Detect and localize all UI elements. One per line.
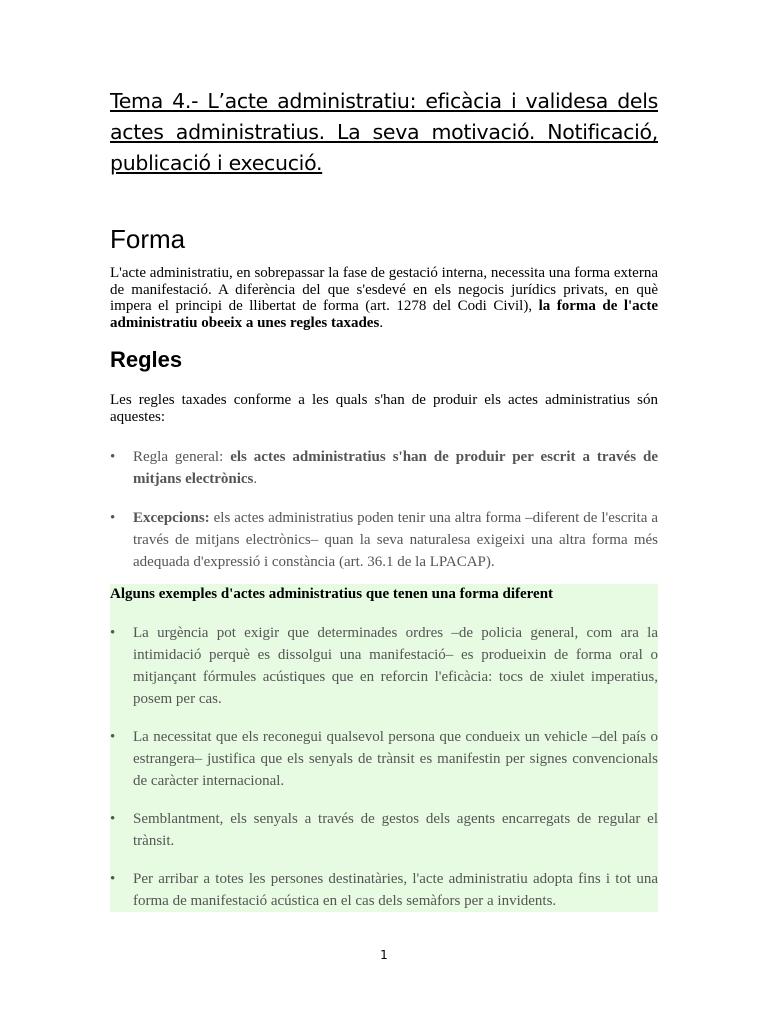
example-text: Per arribar a totes les persones destinatàries, l'acte administratiu adopta fins i tot una forma de manifestació acústica en el cas dels semàfors per a invidents.: [133, 871, 658, 909]
list-item: [110, 868, 658, 912]
rule-text: els actes administratius poden tenir una altra forma –diferent de l'escrita a través de mitjans electrònics– quan la seva naturalesa exigeixi una altra forma més adequada d'expressió i constància (art. 36.1 de la LPACAP).: [133, 510, 658, 570]
bullet-icon: •: [110, 625, 116, 641]
example-text: Semblantment, els senyals a través de gestos dels agents encarregats de regular el trànsit.: [133, 811, 658, 849]
examples-box-title: Alguns exemples d'actes administratius que tenen una forma diferent: [110, 586, 554, 602]
examples-box: [110, 584, 658, 912]
example-text: La necessitat que els reconegui qualsevol persona que condueix un vehicle –del país o estrangera– justifica que els senyals de trànsit es manifestin per signes convencionals de caràcter internacional.: [133, 729, 658, 789]
bullet-icon: •: [110, 510, 116, 526]
bullet-icon: •: [110, 449, 116, 465]
document-title: Tema 4.- L’acte administratiu: eficàcia i validesa dels actes administratius. La seva motivació. Notificació, publicació i execució.: [110, 89, 658, 175]
heading-regles: Regles: [110, 347, 183, 372]
list-item: [110, 726, 658, 792]
rule-lead-bold: Excepcions:: [133, 510, 210, 526]
heading-forma: Forma: [110, 224, 186, 254]
bullet-icon: •: [110, 729, 116, 745]
rule-bold: els actes administratius s'han de produir per escrit a través de mitjans electrònics: [133, 449, 658, 487]
regles-intro: Les regles taxades conforme a les quals s'han de produir els actes administratius són aquestes:: [110, 392, 658, 425]
forma-paragraph: [110, 265, 658, 331]
list-item: [110, 808, 658, 852]
bullet-icon: •: [110, 871, 116, 887]
forma-paragraph-bold: la forma de l'acte administratiu obeeix a unes regles taxades: [110, 298, 658, 331]
forma-paragraph-text: L'acte administratiu, en sobrepassar la fase de gestació interna, necessita una forma externa de manifestació. A diferència del que s'esdevé en els negocis jurídics privats, en què impera el principi de llibertat de forma (art. 1278 del Codi Civil),: [110, 265, 658, 314]
list-item: [110, 446, 658, 490]
example-text: La urgència pot exigir que determinades ordres –de policia general, com ara la intimidació perquè es dissolgui una manifestació– es produeixin de forma oral o mitjançant fórmules acústiques que en reforcin l'eficàcia: tocs de xiulet imperatius, posem per cas.: [133, 625, 658, 707]
rules-list: [110, 446, 658, 573]
bullet-icon: •: [110, 811, 116, 827]
examples-list: [110, 622, 658, 912]
document-page: [110, 0, 658, 1024]
list-item: [110, 507, 658, 573]
page-number: 1: [380, 948, 388, 962]
forma-paragraph-end: .: [379, 314, 384, 331]
list-item: [110, 622, 658, 710]
rule-tail: .: [253, 471, 258, 487]
rule-lead: Regla general:: [133, 449, 231, 465]
